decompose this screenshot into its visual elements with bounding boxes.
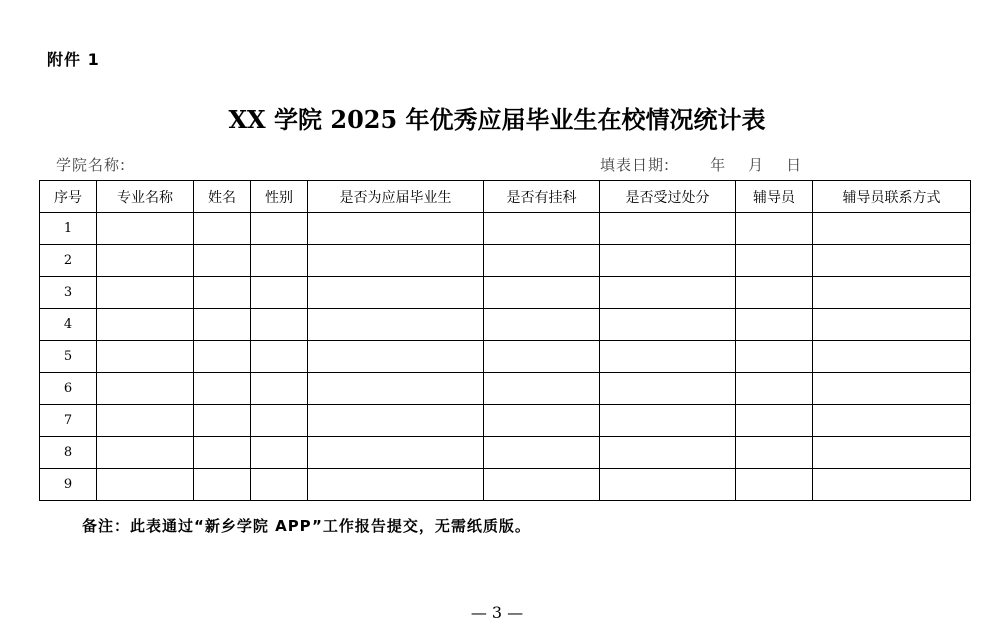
header-has-penalty: 是否受过处分 (600, 181, 736, 213)
header-serial-number: 序号 (40, 181, 97, 213)
cell-counselor-contact (813, 437, 971, 469)
cell-gender (251, 341, 308, 373)
cell-has-failed (484, 309, 600, 341)
cell-counselor-contact (813, 213, 971, 245)
cell-counselor-contact (813, 245, 971, 277)
cell-is-graduate (308, 469, 484, 501)
cell-gender (251, 437, 308, 469)
table-row (40, 309, 971, 341)
page-title: XX 学院 2025 年优秀应届毕业生在校情况统计表 (228, 105, 766, 134)
cell-counselor-contact (813, 405, 971, 437)
cell-is-graduate (308, 405, 484, 437)
table-row (40, 437, 971, 469)
cell-major (97, 277, 194, 309)
cell-major (97, 245, 194, 277)
cell-has-penalty (600, 373, 736, 405)
date-day: 日 (786, 156, 803, 174)
cell-name (194, 437, 251, 469)
cell-name (194, 245, 251, 277)
row-number: 4 (40, 309, 97, 341)
header-major-name: 专业名称 (97, 181, 194, 213)
cell-counselor (736, 437, 813, 469)
college-name-label: 学院名称: (56, 156, 127, 174)
table-row (40, 405, 971, 437)
table-row (40, 277, 971, 309)
cell-name (194, 309, 251, 341)
header-has-failed: 是否有挂科 (484, 181, 600, 213)
cell-has-penalty (600, 213, 736, 245)
cell-major (97, 437, 194, 469)
cell-has-penalty (600, 309, 736, 341)
table-row (40, 373, 971, 405)
table-header-row (40, 181, 971, 213)
table-row (40, 245, 971, 277)
cell-counselor-contact (813, 373, 971, 405)
fill-date-label: 填表日期: (600, 156, 671, 174)
cell-has-penalty (600, 405, 736, 437)
cell-has-penalty (600, 437, 736, 469)
cell-is-graduate (308, 437, 484, 469)
cell-name (194, 405, 251, 437)
cell-has-penalty (600, 277, 736, 309)
cell-gender (251, 309, 308, 341)
cell-has-failed (484, 437, 600, 469)
cell-has-penalty (600, 469, 736, 501)
cell-has-failed (484, 341, 600, 373)
cell-has-failed (484, 469, 600, 501)
cell-name (194, 277, 251, 309)
cell-major (97, 309, 194, 341)
row-number: 7 (40, 405, 97, 437)
header-name: 姓名 (194, 181, 251, 213)
date-month: 月 (748, 156, 765, 174)
cell-counselor-contact (813, 469, 971, 501)
cell-counselor (736, 405, 813, 437)
cell-counselor (736, 277, 813, 309)
cell-has-failed (484, 245, 600, 277)
statistics-table (39, 180, 971, 501)
cell-gender (251, 469, 308, 501)
cell-counselor (736, 469, 813, 501)
remarks-note: 备注：此表通过“新乡学院 APP”工作报告提交，无需纸质版。 (82, 517, 531, 535)
cell-name (194, 341, 251, 373)
cell-major (97, 405, 194, 437)
header-gender: 性别 (251, 181, 308, 213)
cell-is-graduate (308, 373, 484, 405)
cell-has-failed (484, 405, 600, 437)
cell-counselor (736, 373, 813, 405)
cell-is-graduate (308, 277, 484, 309)
cell-gender (251, 213, 308, 245)
row-number: 9 (40, 469, 97, 501)
cell-counselor-contact (813, 277, 971, 309)
cell-counselor (736, 309, 813, 341)
table-row (40, 341, 971, 373)
cell-counselor (736, 341, 813, 373)
row-number: 1 (40, 213, 97, 245)
cell-major (97, 341, 194, 373)
date-year: 年 (710, 156, 727, 174)
fill-date-row (600, 154, 802, 175)
cell-name (194, 373, 251, 405)
header-counselor-contact: 辅导员联系方式 (813, 181, 971, 213)
cell-is-graduate (308, 309, 484, 341)
row-number: 5 (40, 341, 97, 373)
header-is-graduate: 是否为应届毕业生 (308, 181, 484, 213)
cell-gender (251, 245, 308, 277)
cell-counselor (736, 213, 813, 245)
cell-is-graduate (308, 245, 484, 277)
cell-major (97, 373, 194, 405)
table-row (40, 213, 971, 245)
cell-major (97, 469, 194, 501)
cell-has-failed (484, 277, 600, 309)
attachment-label: 附件 1 (47, 50, 100, 69)
table-row (40, 469, 971, 501)
header-counselor: 辅导员 (736, 181, 813, 213)
cell-name (194, 469, 251, 501)
cell-has-failed (484, 373, 600, 405)
page-number: — 3 — (470, 603, 524, 622)
cell-major (97, 213, 194, 245)
cell-has-penalty (600, 341, 736, 373)
cell-gender (251, 405, 308, 437)
cell-gender (251, 277, 308, 309)
cell-counselor (736, 245, 813, 277)
row-number: 3 (40, 277, 97, 309)
cell-is-graduate (308, 213, 484, 245)
cell-counselor-contact (813, 309, 971, 341)
cell-has-penalty (600, 245, 736, 277)
row-number: 6 (40, 373, 97, 405)
cell-name (194, 213, 251, 245)
cell-is-graduate (308, 341, 484, 373)
cell-counselor-contact (813, 341, 971, 373)
row-number: 2 (40, 245, 97, 277)
cell-gender (251, 373, 308, 405)
cell-has-failed (484, 213, 600, 245)
row-number: 8 (40, 437, 97, 469)
